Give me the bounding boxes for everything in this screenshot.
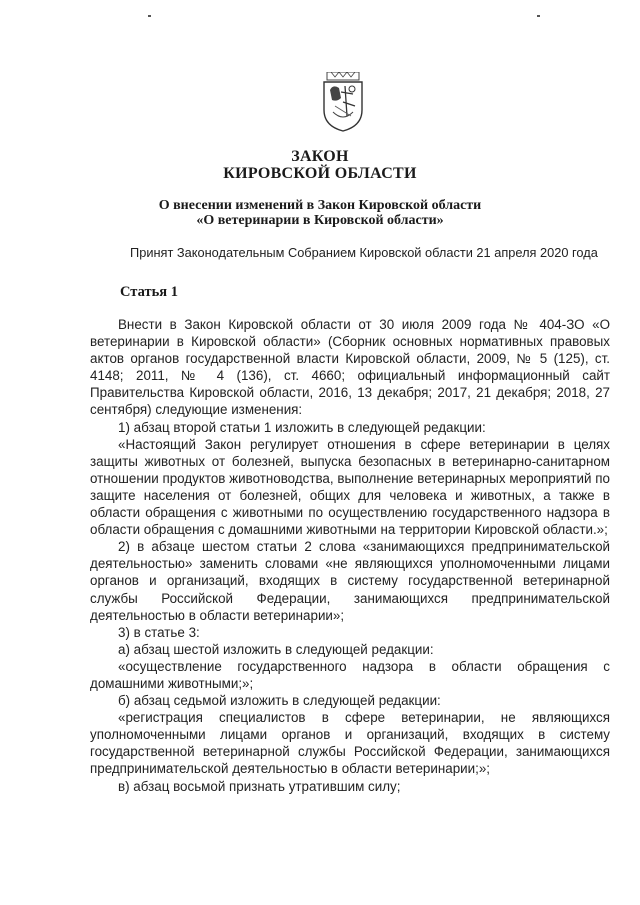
paragraph: «Настоящий Закон регулирует отношения в сфере ветеринарии в целях защиты животных от болезней, выпуска безопасных в ветеринарно-санитарном отношении продуктов животноводства, выполнение ветеринарных мероприятий по защите населения от болезней, общих для человека и животных, а также в области обращения с животными по осуществлению государственного надзора в области обращения с домашними животными на территории Кировской области.»; — [90, 436, 610, 538]
paragraph: а) абзац шестой изложить в следующей редакции: — [118, 641, 434, 657]
law-subtitle-line2: «О ветеринарии в Кировской области» — [196, 213, 444, 228]
paragraph: 1) абзац второй статьи 1 изложить в следующей редакции: — [118, 419, 486, 435]
adoption-note: Принят Законодательным Собранием Кировской области 21 апреля 2020 года — [130, 245, 598, 260]
paragraph: в) абзац восьмой признать утратившим силу; — [118, 778, 401, 794]
law-region: КИРОВСКОЙ ОБЛАСТИ — [223, 165, 417, 182]
article-heading: Статья 1 — [120, 284, 178, 300]
law-subtitle-line1: О внесении изменений в Закон Кировской области — [158, 198, 482, 213]
paragraph: «осуществление государственного надзора в области обращения с домашними животными;»; — [90, 658, 610, 691]
paragraph: «регистрация специалистов в сфере ветеринарии, не являющихся уполномоченными лицами органов и организаций, входящих в систему государственной ветеринарной службы Российской Федерации, занимающихся предпринимательской деятельностью в области ветеринарии;»; — [90, 710, 610, 777]
scan-speck — [148, 15, 151, 17]
paragraph: Внести в Закон Кировской области от 30 июля 2009 года № 404-ЗО «О ветеринарии в Кировской области» (Сборник основных нормативных правовых актов органов государственной власти Кировской области, 2009, № 5 (125), ст. 4148; 2011, № 4 (136), ст. 4660; официальный информационный сайт Правительства Кировской области, 2016, 13 декабря; 2017, 21 декабря; 2018, 27 сентября) следующие изменения: — [90, 317, 610, 418]
paragraph: б) абзац седьмой изложить в следующей редакции: — [118, 693, 441, 709]
scan-speck — [537, 15, 540, 17]
paragraph: 2) в абзаце шестом статьи 2 слова «занимающихся предпринимательской деятельностью» заменить словами «не являющихся уполномоченными лицами органов и организаций, входящих в систему государственной ветеринарной службы Российской Федерации, занимающихся предпринимательской деятельностью в области ветеринарии»; — [90, 539, 610, 623]
paragraph: 3) в статье 3: — [118, 624, 200, 640]
law-body — [90, 316, 610, 795]
law-title: ЗАКОН — [291, 148, 349, 165]
kirov-coat-of-arms-icon — [321, 72, 365, 132]
